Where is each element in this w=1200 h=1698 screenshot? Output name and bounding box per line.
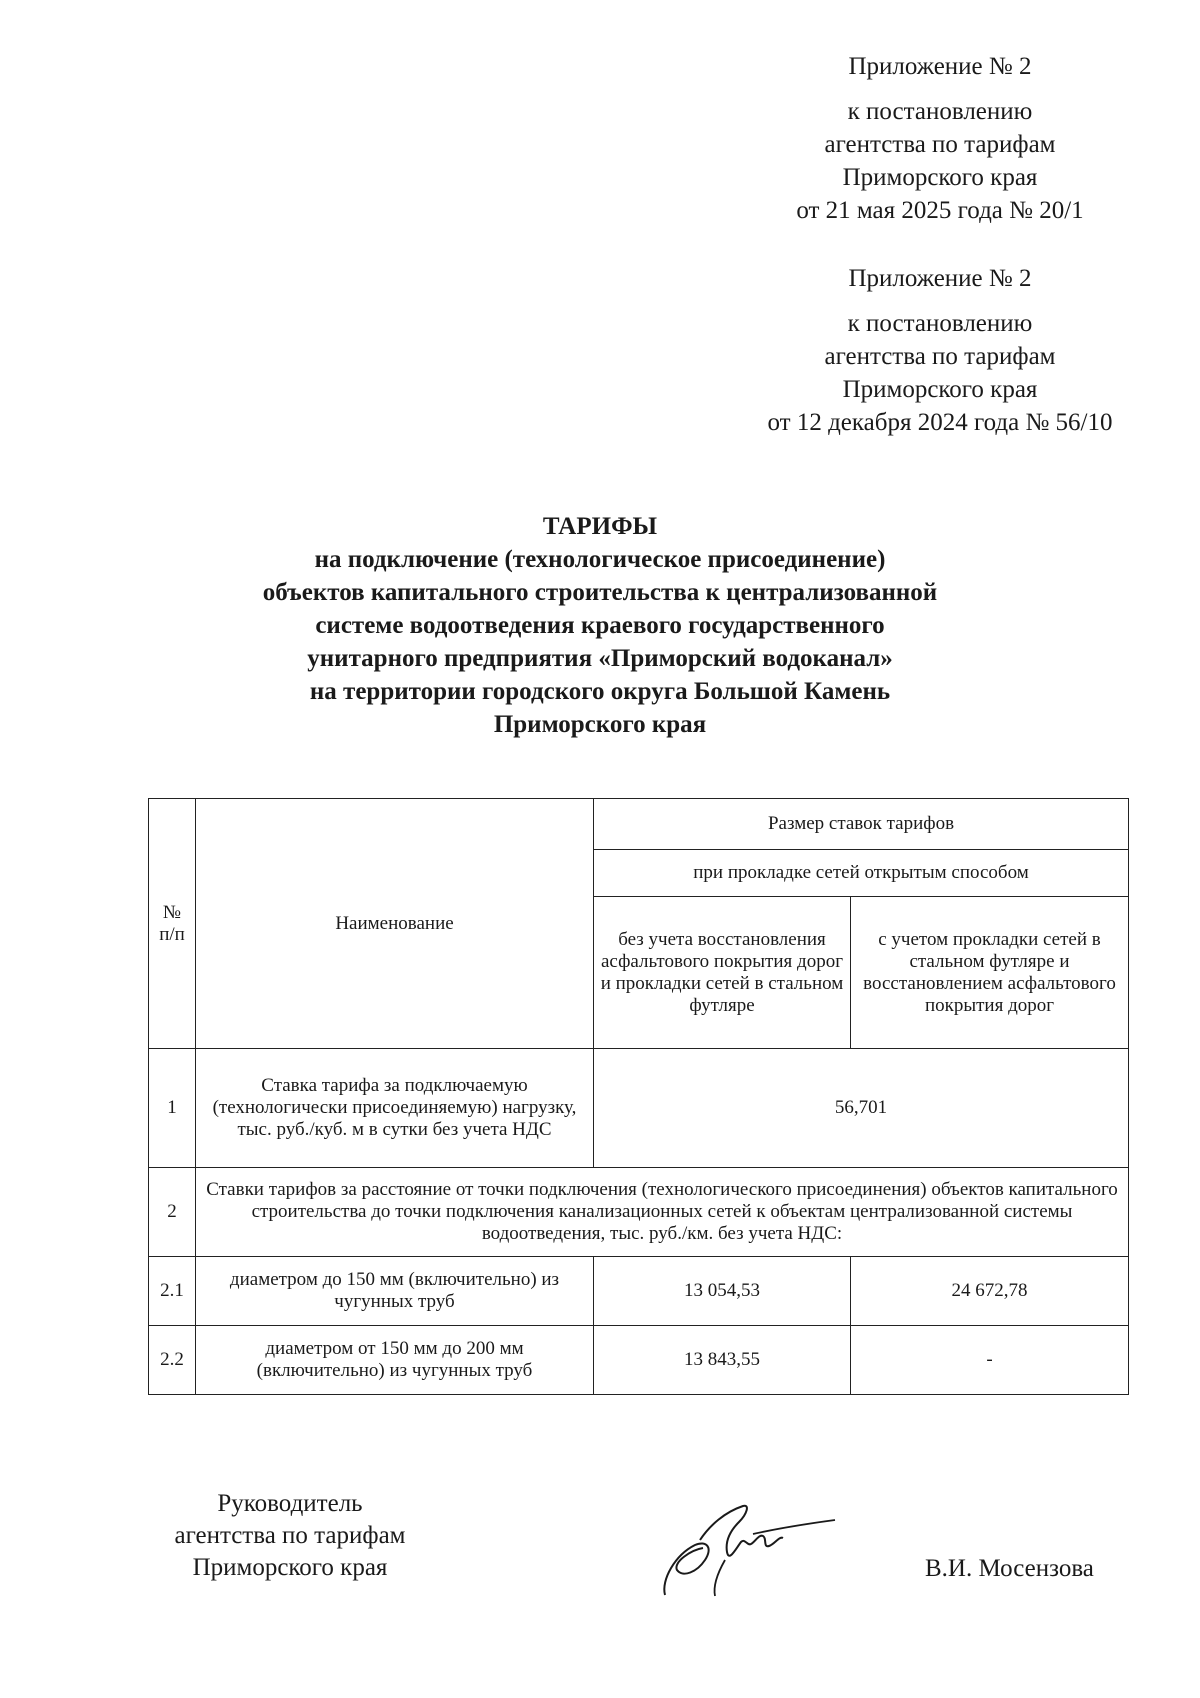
row-2-num: 2 xyxy=(149,1168,196,1257)
row-2-2-name: диаметром от 150 мм до 200 мм (включительно) из чугунных труб xyxy=(196,1326,594,1395)
header-num: № п/п xyxy=(149,799,196,1049)
header-rates: Размер ставок тарифов xyxy=(594,799,1129,850)
title-line: Приморского края xyxy=(493,711,707,738)
handwritten-signature xyxy=(655,1500,845,1605)
title-main: ТАРИФЫ xyxy=(542,513,658,540)
row-2-2-value-with: - xyxy=(851,1326,1129,1395)
signatory-name: В.И. Мосензова xyxy=(925,1555,1094,1582)
header-col-with: с учетом прокладки сетей в стальном футляре и восстановлением асфальтового покрытия дорог xyxy=(851,897,1129,1049)
appendix-date: от 12 декабря 2024 года № 56/10 xyxy=(767,409,1113,436)
appendix-current xyxy=(730,50,1150,227)
appendix-line: к постановлению xyxy=(847,310,1033,337)
row-1-num: 1 xyxy=(149,1049,196,1168)
signatory-post-line: Приморского края xyxy=(192,1554,388,1581)
appendix-previous xyxy=(700,262,1180,439)
signatory-post-line: Руководитель xyxy=(217,1490,363,1517)
appendix-line: Приморского края xyxy=(842,376,1038,403)
row-1-value: 56,701 xyxy=(594,1049,1129,1168)
header-name: Наименование xyxy=(196,799,594,1049)
row-2-2-value-without: 13 843,55 xyxy=(594,1326,851,1395)
row-1-name: Ставка тарифа за подключаемую (технологически присоединяемую) нагрузку, тыс. руб./куб. м в сутки без учета НДС xyxy=(196,1049,594,1168)
title-line: унитарного предприятия «Приморский водоканал» xyxy=(307,645,893,672)
title-line: на территории городского округа Большой Камень xyxy=(309,678,891,705)
row-2-2-num: 2.2 xyxy=(149,1326,196,1395)
title-line: системе водоотведения краевого государственного xyxy=(315,612,885,639)
appendix-title: Приложение № 2 xyxy=(848,53,1032,80)
row-2-1-value-with: 24 672,78 xyxy=(851,1257,1129,1326)
row-2-1-num: 2.1 xyxy=(149,1257,196,1326)
row-2-1-name: диаметром до 150 мм (включительно) из чугунных труб xyxy=(196,1257,594,1326)
appendix-title: Приложение № 2 xyxy=(848,265,1032,292)
appendix-date: от 21 мая 2025 года № 20/1 xyxy=(796,197,1084,224)
header-col-without: без учета восстановления асфальтового покрытия дорог и прокладки сетей в стальном футляре xyxy=(594,897,851,1049)
document-title xyxy=(160,510,1040,741)
signatory-post xyxy=(140,1488,440,1584)
title-line: объектов капитального строительства к централизованной xyxy=(262,579,938,606)
signatory-post-line: агентства по тарифам xyxy=(174,1522,406,1549)
title-line: на подключение (технологическое присоединение) xyxy=(314,546,886,573)
appendix-line: агентства по тарифам xyxy=(824,131,1056,158)
appendix-line: к постановлению xyxy=(847,98,1033,125)
row-2-1-value-without: 13 054,53 xyxy=(594,1257,851,1326)
header-open-method: при прокладке сетей открытым способом xyxy=(594,850,1129,897)
appendix-line: агентства по тарифам xyxy=(824,343,1056,370)
row-2-text: Ставки тарифов за расстояние от точки подключения (технологического присоединения) объектов капитального строительства до точки подключения канализационных сетей к объектам централизованной системы водоотведения, тыс. руб./км. без учета НДС: xyxy=(196,1168,1129,1257)
appendix-line: Приморского края xyxy=(842,164,1038,191)
tariffs-table xyxy=(148,798,1129,1395)
